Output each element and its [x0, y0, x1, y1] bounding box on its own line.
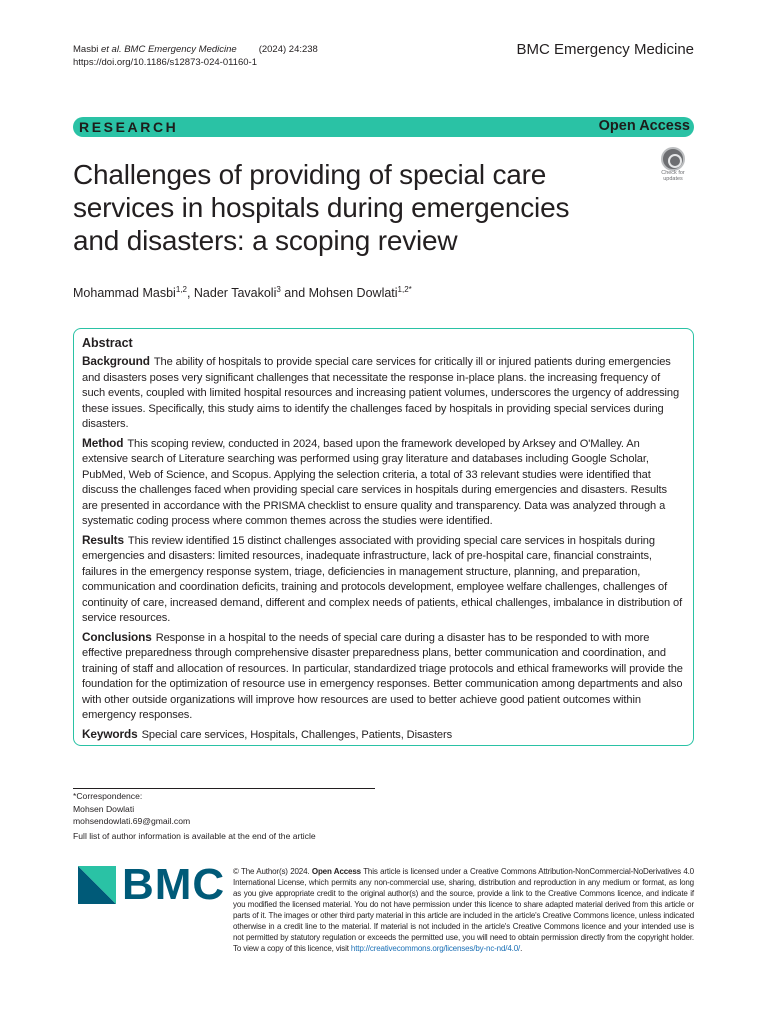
correspondence-email[interactable]: mohsendowlati.69@gmail.com	[73, 816, 191, 826]
article-title: Challenges of providing of special care services in hospitals during emergencies and disasters: a scoping review	[73, 159, 570, 256]
article-type-label: RESEARCH	[79, 119, 179, 135]
conclusions-heading: Conclusions	[82, 629, 152, 644]
abstract-results	[82, 533, 685, 627]
keywords-heading: Keywords	[82, 726, 138, 741]
doi-link[interactable]: https://doi.org/10.1186/s12873-024-01160-1	[73, 57, 257, 68]
license-copyright: © The Author(s) 2024.	[233, 867, 310, 876]
first-author: Masbi	[73, 44, 101, 55]
abstract-box	[73, 328, 694, 746]
citation-line	[73, 43, 318, 56]
bmc-logo-text: BMC	[122, 860, 226, 909]
conclusions-text: Response in a hospital to the needs of special care during a disaster has to be responded to with more effective preparedness through comprehensive disaster preparedness plans, better communication and coordination, and training of staff and allocation of resources. In particular, standardized triage protocols and ethical frameworks will provide the foundation for the optimization of resource use in emergency responses. Better communication among departments and also with other outside organizations will improve how resources are used to better achieve good patient outcomes within emergency responses.	[82, 631, 683, 721]
results-text: This review identified 15 distinct challenges associated with providing special care services in hospitals during emergencies and disasters: limited resources, inadequate infrastructure, lack of pre-hospital care, financial constraints, failures in the emergency response system, triage, deficiencies in management structure, planning, and preparation, communication and coordination deficits, training and protocols development, employee welfare challenges, challenges of continuity of care, increased demand, different and complex needs of patients, ethical challenges, imbalance in distribution of service resources.	[82, 534, 683, 624]
author-1-affiliation: 1,2	[175, 284, 187, 294]
license-open-access: Open Access	[311, 867, 361, 876]
article-type-banner	[73, 117, 694, 137]
correspondence-label: *Correspondence:	[73, 791, 143, 801]
abstract-method	[82, 436, 685, 530]
abstract-heading: Abstract	[82, 336, 133, 350]
footnote-divider	[73, 788, 375, 789]
background-heading: Background	[82, 354, 150, 368]
bmc-logo-mark-icon	[78, 866, 116, 904]
citation-header	[73, 43, 318, 69]
abstract-conclusions	[82, 630, 685, 724]
author-2: , Nader Tavakoli	[186, 286, 277, 300]
abstract-keywords	[82, 727, 685, 744]
author-2-affiliation: 3	[276, 284, 281, 294]
journal-abbrev: et al. BMC Emergency Medicine	[100, 44, 237, 55]
abstract-background	[82, 354, 685, 433]
license-link[interactable]: http://creativecommons.org/licenses/by-nc-nd/4.0/	[350, 944, 521, 953]
license-tail: .	[520, 944, 523, 953]
check-text-line2: updates	[663, 176, 683, 182]
license-body: This article is licensed under a Creative Commons Attribution-NonCommercial-NoDerivatives 4.0 International License, which permits any non-commercial use, sharing, distribution and reproduction in any medium or format, as long as you give appropriate credit to the original author(s) and the source, provide a link to the Creative Commons licence, and indicate if you modified the licensed material. You do not have permission under this licence to share adapted material derived from this article or parts of it. The images or other third party material in this article are included in the article's Creative Commons licence, unless indicated otherwise in a credit line to the material. If material is not included in the article's Creative Commons licence and your intended use is not permitted by statutory regulation or exceeds the permitted use, you will need to obtain permission directly from the copyright holder. To view a copy of this licence, visit	[233, 867, 694, 953]
citation-authors	[73, 43, 237, 56]
check-text-line1: Check for	[661, 170, 685, 176]
method-heading: Method	[82, 435, 124, 450]
check-for-updates-text	[655, 170, 691, 182]
correspondence-block	[73, 790, 190, 828]
open-access-label: Open Access	[598, 118, 690, 134]
journal-name: BMC Emergency Medicine	[516, 41, 694, 58]
bmc-logo	[78, 860, 226, 909]
check-for-updates-icon	[661, 147, 685, 171]
author-3: and Mohsen Dowlati	[280, 286, 398, 300]
author-info-note: Full list of author information is available at the end of the article	[73, 831, 316, 841]
year-volume: (2024) 24:238	[258, 44, 318, 55]
correspondence-name: Mohsen Dowlati	[73, 803, 135, 814]
license-text	[233, 866, 694, 954]
results-heading: Results	[82, 532, 124, 547]
check-for-updates-badge[interactable]	[655, 147, 691, 183]
background-text: The ability of hospitals to provide special care services for critically ill or injured patients during emergencies and disasters poses very significant challenges that necessitate the response in-place plans. the increasing frequency of such events, coupled with limited hospital resources and increasing patient volumes, underscores the urgency of addressing these issues. Specifically, this study aims to identify the challenges faced by hospitals in providing special services during disasters.	[82, 356, 680, 430]
author-3-affiliation: 1,2*	[397, 284, 412, 294]
method-text: This scoping review, conducted in 2024, based upon the framework developed by Arksey and O'Malley. An extensive search of Literature searching was performed using gray literature and databases including Google Scholar, PubMed, Web of Science, and Scopus. Applying the selection criteria, a total of 33 relevant studies were identified that discuss the challenges faced when providing special care services in hospitals during emergencies and disasters. Results are presented in accordance with the PRISMA checklist to ensure quality and transparency. Data was analyzed through a systematic coding process where common themes across the studies were identified.	[82, 437, 667, 527]
keywords-text: Special care services, Hospitals, Challenges, Patients, Disasters	[141, 728, 453, 741]
author-1: Mohammad Masbi	[73, 286, 176, 300]
author-list	[73, 286, 412, 300]
